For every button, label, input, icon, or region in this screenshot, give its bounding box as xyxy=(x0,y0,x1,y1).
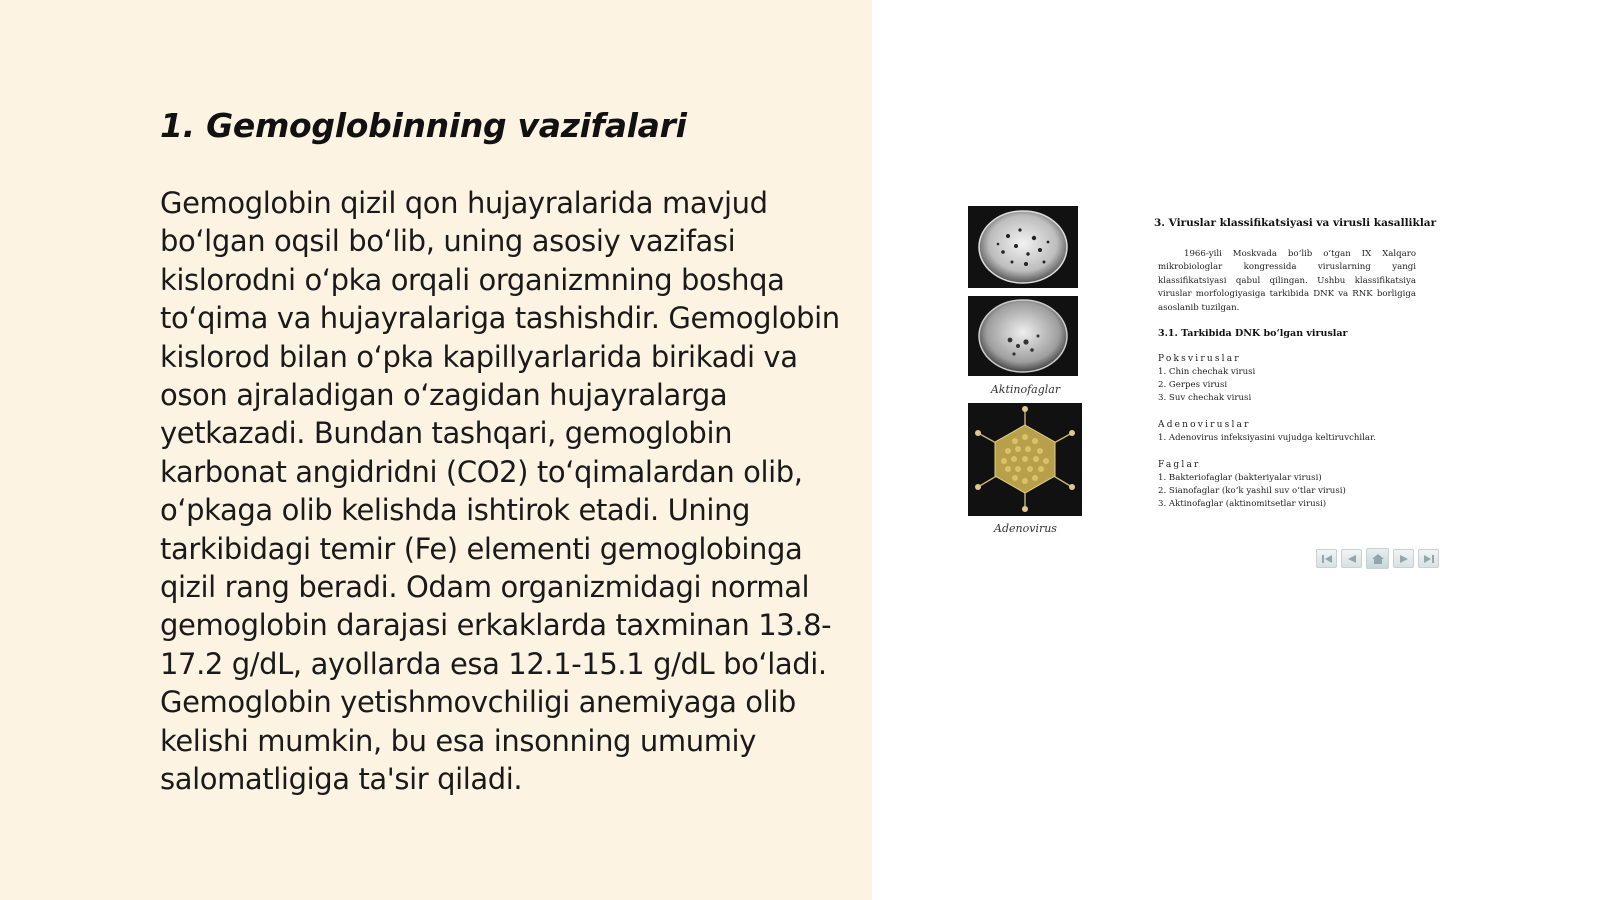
group-title: Faglar xyxy=(1158,460,1201,470)
next-page-icon xyxy=(1398,554,1410,564)
last-page-icon xyxy=(1423,554,1435,564)
page-navigation xyxy=(1316,549,1439,569)
next-page-button[interactable] xyxy=(1393,549,1414,568)
caption-aktinofaglar: Aktinofaglar xyxy=(990,383,1061,396)
virus-group-poksviruslar xyxy=(1158,354,1428,406)
virus-group-adenoviruslar xyxy=(1158,420,1428,445)
textbook-page-image xyxy=(968,206,1448,576)
previous-page-button[interactable] xyxy=(1341,549,1362,568)
list-item: 3. Aktinofaglar (aktinomitsetlar virusi) xyxy=(1158,499,1327,510)
last-page-button[interactable] xyxy=(1418,549,1439,568)
list-item: 1. Chin chechak virusi xyxy=(1158,367,1256,377)
list-item: 1. Bakteriofaglar (bakteriyalar virusi) xyxy=(1158,473,1322,483)
book-page-subheading: 3.1. Tarkibida DNK boʻlgan viruslar xyxy=(1158,328,1348,339)
adenovirus-image xyxy=(968,403,1082,516)
list-item: 3. Suv chechak virusi xyxy=(1158,393,1252,404)
group-title: Poksviruslar xyxy=(1158,354,1241,364)
petri-dish-image-1 xyxy=(968,206,1078,288)
first-page-button[interactable] xyxy=(1316,549,1337,568)
list-item: 2. Sianofaglar (koʻk yashil suv oʻtlar virusi) xyxy=(1158,486,1346,497)
book-page-paragraph: 1966-yili Moskvada boʻlib oʻtgan IX Xalqaro mikrobiologlar kongressida viruslarning yangi klassifikatsiyasi qabul qilingan. Ushbu klassifikatsiya viruslar morfologiyasiga tarkibida DNK va RNK borligiga asoslanib tuzilgan. xyxy=(1158,249,1416,313)
list-item: 2. Gerpes virusi xyxy=(1158,380,1228,391)
previous-page-icon xyxy=(1346,554,1358,564)
first-page-icon xyxy=(1321,554,1333,564)
slide-body-text: Gemoglobin qizil qon hujayralarida mavjud boʻlgan oqsil boʻlib, uning asosiy vazifasi kislorodni oʻpka orqali organizmning boshqa toʻqima va hujayralariga tashishdir. Gemoglobin kislorod bilan oʻpka kapillyarlarida birikadi va oson ajraladigan oʻzagidan hujayralarga yetkazadi. Bundan tashqari, gemoglobin karbonat angidridni (CO2) toʻqimalardan olib, oʻpkaga olib kelishda ishtirok etadi. Uning tarkibidagi temir (Fe) elementi gemoglobinga qizil rang beradi. Odam organizmidagi normal gemoglobin darajasi erkaklarda taxminan 13.8-17.2 g/dL, ayollarda esa 12.1-15.1 g/dL boʻladi. Gemoglobin yetishmovchiligi anemiyaga olib kelishi mumkin, bu esa insonning umumiy salomatligiga ta'sir qiladi. xyxy=(160,186,840,797)
home-icon xyxy=(1371,553,1385,565)
slide-title: 1. Gemoglobinning vazifalari xyxy=(160,106,687,145)
petri-dish-image-2 xyxy=(968,296,1078,376)
caption-adenovirus: Adenovirus xyxy=(994,522,1057,535)
group-title: Adenoviruslar xyxy=(1158,420,1251,430)
list-item: 1. Adenovirus infeksiyasini vujudga keltiruvchilar. xyxy=(1158,433,1376,443)
home-button[interactable] xyxy=(1366,548,1389,569)
virus-group-faglar xyxy=(1158,460,1428,512)
book-page-heading: 3. Viruslar klassifikatsiyasi va virusli kasalliklar xyxy=(1154,217,1437,229)
